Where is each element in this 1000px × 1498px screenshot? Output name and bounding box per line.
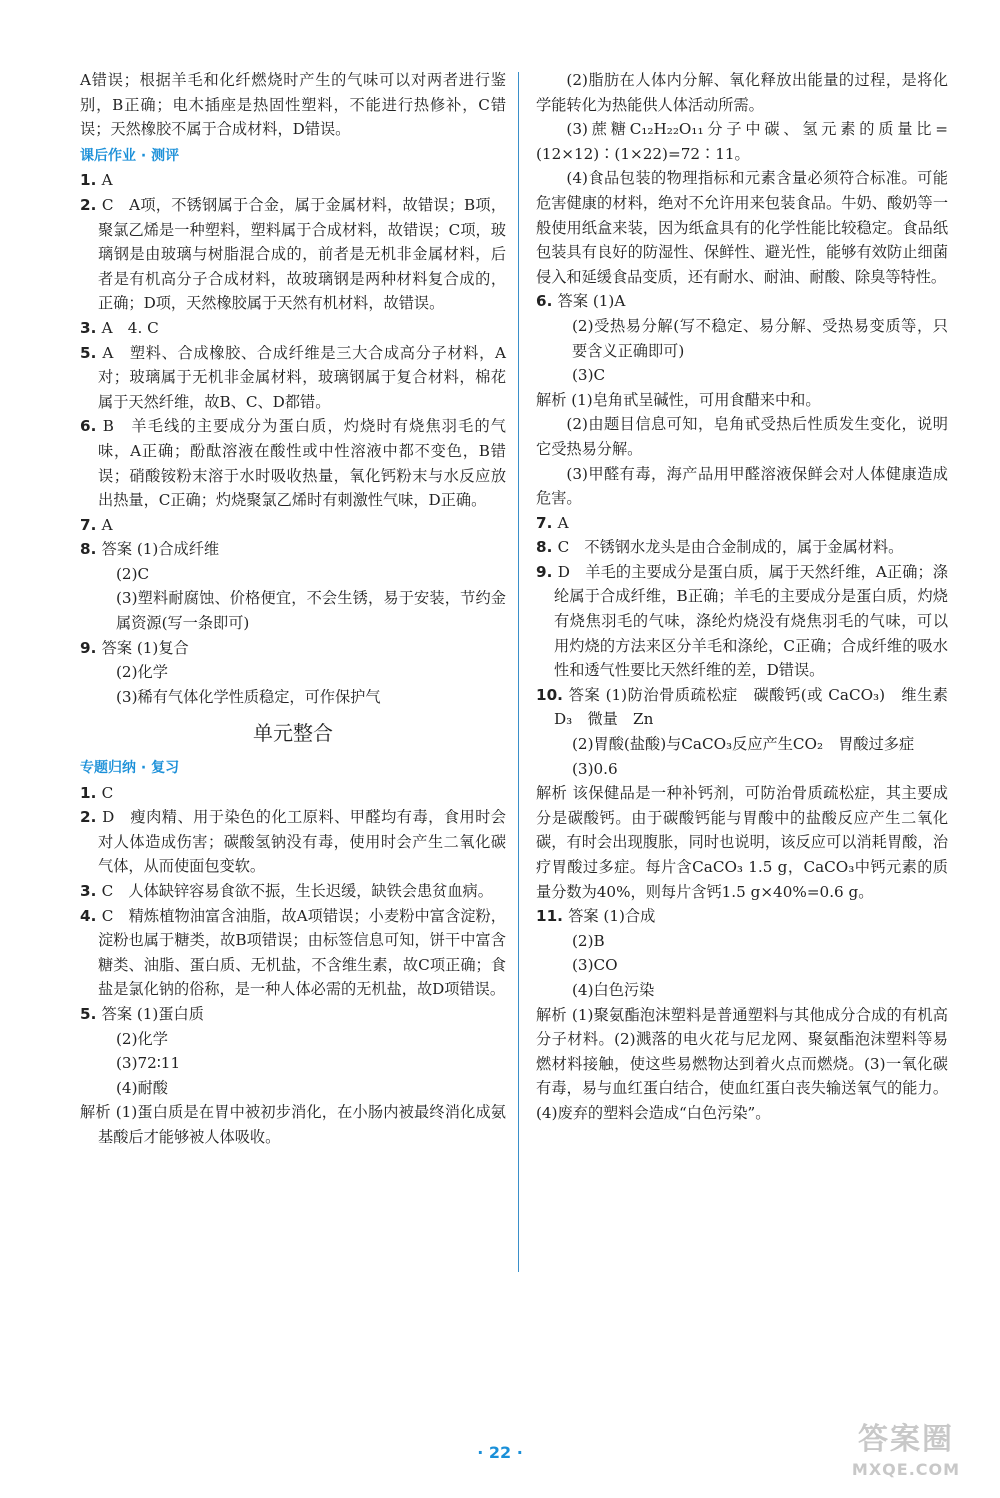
right-column — [536, 68, 948, 1126]
unit-answer-10: 10. 答案 (1)防治骨质疏松症 碳酸钙(或 CaCO₃) 维生素D₃ 微量 Zn — [536, 685, 948, 729]
section-heading-review: 专题归纳 · 复习 — [80, 760, 180, 777]
unit-answer-11-explanation: 解析 (1)聚氨酯泡沫塑料是普通塑料与其他成分合成的有机高分子材料。(2)溅落的电火花与尼龙网、聚氨酯泡沫塑料等易燃材料接触，使这些易燃物达到着火点而燃烧。(3)一氧化碳有毒，易与血红蛋白结合，使血红蛋白丧失输送氧气的能力。(4)废弃的塑料会造成“白色污染”。 — [536, 1005, 948, 1122]
answer-9-part: (3)稀有气体化学性质稳定，可作保护气 — [116, 687, 381, 706]
page-number: · 22 · — [477, 1443, 523, 1462]
unit-answer-5-part: (4)耐酸 — [116, 1078, 168, 1097]
section-heading-homework: 课后作业 · 测评 — [80, 147, 180, 164]
unit-answer-11-part: (3)CO — [572, 956, 618, 975]
unit-answer-5-explanation: 解析 (1)蛋白质是在胃中被初步消化，在小肠内被最终消化成氨基酸后才能够被人体吸收。 — [80, 1103, 506, 1146]
unit-answer-8: 8. C 不锈钢水龙头是由合金制成的，属于金属材料。 — [536, 538, 904, 557]
intro-paragraph: A错误；根据羊毛和化纤燃烧时产生的气味可以对两者进行鉴别，B正确；电木插座是热固性塑料，不能进行热修补，C错误；天然橡胶不属于合成材料，D错误。 — [80, 71, 506, 139]
unit-answer-2: 2. D 瘦肉精、用于染色的化工原料、甲醛均有毒，食用时会对人体造成伤害；碳酸氢钠没有毒，使用时会产生二氧化碳气体，从而使面包变软。 — [80, 808, 506, 876]
unit-answer-5-part: (2)化学 — [116, 1029, 168, 1048]
column-divider — [518, 72, 519, 1272]
unit-answer-6-explanation: (2)由题目信息可知，皂角甙受热后性质发生变化，说明它受热易分解。 — [536, 415, 948, 458]
unit-answer-10-explanation: 解析 该保健品是一种补钙剂，可防治骨质疏松症，其主要成分是碳酸钙。由于碳酸钙能与胃酸中的盐酸反应产生二氧化碳，有时会出现腹胀，同时也说明，该反应可以消耗胃酸，治疗胃酸过多症。每片含CaCO₃ 1.5 g，CaCO₃中钙元素的质量分数为40%，则每片含钙1.5 g×40%=0.6 g。 — [536, 784, 948, 901]
unit-answer-6-part: (3)C — [572, 366, 606, 385]
unit-answer-7: 7. A — [536, 513, 569, 532]
unit-answer-6-explanation: 解析 (1)皂角甙呈碱性，可用食醋来中和。 — [536, 390, 821, 409]
unit-answer-5: 5. 答案 (1)蛋白质 — [80, 1004, 204, 1023]
answer-5: 5. A 塑料、合成橡胶、合成纤维是三大合成高分子材料，A对；玻璃属于无机非金属材料，玻璃钢属于复合材料，棉花属于天然纤维，故B、C、D都错。 — [80, 343, 507, 411]
watermark-logo: 答案圈 MXQE.COM — [851, 1422, 961, 1479]
left-column — [80, 68, 506, 1150]
answer-8-part: (2)C — [116, 564, 150, 583]
explanation-continued: (2)脂肪在人体内分解、氧化释放出能量的过程，是将化学能转化为热能供人体活动所需。 — [536, 71, 948, 114]
unit-answer-11-part: (2)B — [572, 931, 605, 950]
unit-answer-4: 4. C 精炼植物油富含油脂，故A项错误；小麦粉中富含淀粉，淀粉也属于糖类，故B项错误；由标签信息可知，饼干中富含糖类、油脂、蛋白质、无机盐，不含维生素，故C项正确；食盐是氯化钠的俗称，是一种人体必需的无机盐，故D项错误。 — [80, 906, 506, 999]
answer-9-part: (2)化学 — [116, 663, 168, 682]
unit-title: 单元整合 — [253, 721, 333, 746]
unit-answer-6: 6. 答案 (1)A — [536, 292, 626, 311]
answer-2: 2. C A项，不锈钢属于合金，属于金属材料，故错误；B项，聚氯乙烯是一种塑料，塑料属于合成材料，故错误；C项，玻璃钢是由玻璃与树脂混合成的，前者是无机非金属材料，后者是有机高分子合成材料，故玻璃钢是两种材料复合成的，正确；D项，天然橡胶属于天然有机材料，故错误。 — [80, 195, 507, 313]
explanation-continued: (3)蔗糖C₁₂H₂₂O₁₁分子中碳、氢元素的质量比=(12×12)∶(1×22)=72∶11。 — [536, 120, 948, 163]
unit-answer-9: 9. D 羊毛的主要成分是蛋白质，属于天然纤维，A正确；涤纶属于合成纤维，B正确；羊毛的主要成分是蛋白质，灼烧有烧焦羽毛的气味，涤纶灼烧没有烧焦羽毛的气味，可以用灼烧的方法来区分羊毛和涤纶，C正确；合成纤维的吸水性和透气性要比天然纤维的差，D错误。 — [536, 562, 948, 680]
unit-answer-6-explanation: (3)甲醛有毒，海产品用甲醛溶液保鲜会对人体健康造成危害。 — [536, 464, 948, 508]
answer-3-4: 3. A 4. C — [80, 318, 159, 337]
answer-7: 7. A — [80, 515, 113, 534]
answer-9: 9. 答案 (1)复合 — [80, 638, 189, 657]
unit-answer-3: 3. C 人体缺锌容易食欲不振，生长迟缓，缺铁会患贫血病。 — [80, 882, 493, 900]
answer-8: 8. 答案 (1)合成纤维 — [80, 540, 220, 559]
unit-answer-6-part: (2)受热易分解(写不稳定、易分解、受热易变质等，只要含义正确即可) — [572, 316, 948, 360]
answer-1: 1. A — [80, 171, 113, 190]
unit-answer-11-part: (4)白色污染 — [572, 980, 655, 999]
unit-answer-11: 11. 答案 (1)合成 — [536, 907, 656, 926]
answer-8-part: (3)塑料耐腐蚀、价格便宜，不会生锈，易于安装，节约金属资源(写一条即可) — [116, 589, 506, 633]
unit-answer-1: 1. C — [80, 783, 114, 802]
unit-answer-5-part: (3)72∶11 — [116, 1054, 181, 1073]
unit-answer-10-part: (2)胃酸(盐酸)与CaCO₃反应产生CO₂ 胃酸过多症 — [572, 735, 915, 754]
answer-6: 6. B 羊毛线的主要成分为蛋白质，灼烧时有烧焦羽毛的气味，A正确；酚酞溶液在酸性或中性溶液中都不变色，B错误；硝酸铵粉末溶于水时吸收热量，氧化钙粉末与水反应放出热量，C正确；灼烧聚氯乙烯时有刺激性气味，D正确。 — [80, 417, 506, 510]
explanation-continued: (4)食品包装的物理指标和元素含量必须符合标准。可能危害健康的材料，绝对不允许用来包装食品。牛奶、酸奶等一般使用纸盒来装，因为纸盒具有的化学性能比较稳定。食品纸包装具有良好的防湿性、保鲜性、避光性，能够有效防止细菌侵入和延缓食品变质，还有耐水、耐油、耐酸、除臭等特性。 — [536, 169, 948, 286]
unit-answer-10-part: (3)0.6 — [572, 759, 618, 778]
